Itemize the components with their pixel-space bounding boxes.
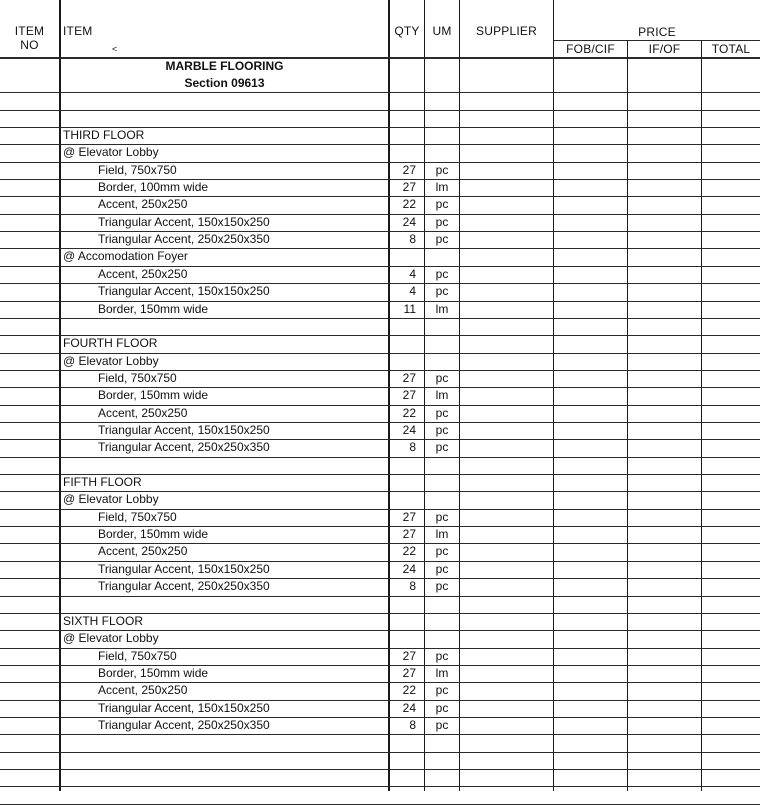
um-value: pc xyxy=(435,163,449,177)
item-description: Border, 150mm wide xyxy=(98,388,209,402)
floor-heading: THIRD FLOOR xyxy=(63,128,145,142)
item-description: Accent, 250x250 xyxy=(98,267,188,281)
item-description: Triangular Accent, 250x250x350 xyxy=(98,232,270,246)
um-value: lm xyxy=(435,302,449,316)
row-rule xyxy=(0,752,760,753)
item-description: Field, 750x750 xyxy=(98,649,177,663)
um-value: pc xyxy=(435,440,449,454)
um-value: pc xyxy=(435,649,449,663)
qty-value: 27 xyxy=(402,527,416,541)
um-value: pc xyxy=(435,197,449,211)
um-value: pc xyxy=(435,371,449,385)
um-value: lm xyxy=(435,388,449,402)
location-heading: @ Accomodation Foyer xyxy=(63,249,188,263)
location-heading: @ Elevator Lobby xyxy=(63,145,159,159)
column-rule xyxy=(701,40,702,791)
um-value: pc xyxy=(435,701,449,715)
item-description: Triangular Accent, 150x150x250 xyxy=(98,701,270,715)
column-rule xyxy=(459,0,460,791)
header-if-of: IF/OF xyxy=(648,42,681,56)
qty-value: 24 xyxy=(402,701,416,715)
header-item-mark: < xyxy=(112,44,118,54)
item-description: Field, 750x750 xyxy=(98,163,177,177)
qty-value: 27 xyxy=(402,649,416,663)
item-description: Triangular Accent, 250x250x350 xyxy=(98,579,270,593)
qty-value: 4 xyxy=(409,284,416,298)
row-rule xyxy=(0,318,760,319)
item-description: Triangular Accent, 250x250x350 xyxy=(98,440,270,454)
row-rule xyxy=(0,110,760,111)
row-rule xyxy=(0,769,760,770)
item-description: Field, 750x750 xyxy=(98,510,177,524)
qty-value: 22 xyxy=(402,544,416,558)
column-rule xyxy=(553,0,554,791)
header-um: UM xyxy=(432,24,452,38)
qty-value: 11 xyxy=(403,302,416,316)
um-value: pc xyxy=(435,562,449,576)
um-value: pc xyxy=(435,284,449,298)
qty-value: 24 xyxy=(402,562,416,576)
header-fob-cif: FOB/CIF xyxy=(566,42,615,56)
um-value: pc xyxy=(435,544,449,558)
header-qty: QTY xyxy=(394,24,420,38)
qty-value: 24 xyxy=(402,215,416,229)
qty-value: 8 xyxy=(409,579,416,593)
row-rule xyxy=(0,734,760,735)
column-rule xyxy=(627,40,628,791)
header-item-no-line2: NO xyxy=(20,38,39,52)
location-heading: @ Elevator Lobby xyxy=(63,492,159,506)
header-supplier: SUPPLIER xyxy=(476,24,537,38)
item-description: Accent, 250x250 xyxy=(98,406,188,420)
qty-value: 24 xyxy=(402,423,416,437)
header-price: PRICE xyxy=(638,25,676,39)
qty-value: 27 xyxy=(402,371,416,385)
item-description: Border, 150mm wide xyxy=(98,302,209,316)
um-value: pc xyxy=(435,215,449,229)
item-description: Border, 100mm wide xyxy=(98,180,209,194)
row-rule xyxy=(0,596,760,597)
floor-heading: FOURTH FLOOR xyxy=(63,336,158,350)
qty-value: 8 xyxy=(409,440,416,454)
item-description: Accent, 250x250 xyxy=(98,544,188,558)
item-description: Accent, 250x250 xyxy=(98,683,188,697)
item-description: Border, 150mm wide xyxy=(98,666,209,680)
item-description: Border, 150mm wide xyxy=(98,527,209,541)
qty-value: 27 xyxy=(402,510,416,524)
um-value: pc xyxy=(435,267,449,281)
um-value: pc xyxy=(435,683,449,697)
qty-value: 27 xyxy=(402,388,416,402)
um-value: pc xyxy=(435,579,449,593)
qty-value: 27 xyxy=(402,180,416,194)
header-item-no xyxy=(0,24,59,52)
um-value: pc xyxy=(435,423,449,437)
um-value: lm xyxy=(435,666,449,680)
qty-value: 22 xyxy=(402,197,416,211)
floor-heading: FIFTH FLOOR xyxy=(63,475,142,489)
row-rule xyxy=(0,92,760,93)
item-description: Triangular Accent, 150x150x250 xyxy=(98,215,270,229)
section-title: MARBLE FLOORING xyxy=(165,59,284,73)
item-description: Triangular Accent, 150x150x250 xyxy=(98,423,270,437)
column-rule xyxy=(59,0,61,791)
qty-value: 27 xyxy=(402,163,416,177)
um-value: lm xyxy=(435,527,449,541)
um-value: pc xyxy=(435,510,449,524)
location-heading: @ Elevator Lobby xyxy=(63,354,159,368)
section-number: Section 09613 xyxy=(184,76,265,90)
qty-value: 4 xyxy=(409,267,416,281)
um-value: pc xyxy=(435,232,449,246)
qty-value: 8 xyxy=(409,232,416,246)
location-heading: @ Elevator Lobby xyxy=(63,631,159,645)
header-rule xyxy=(553,40,760,41)
item-description: Triangular Accent, 150x150x250 xyxy=(98,284,270,298)
header-total: TOTAL xyxy=(711,42,751,56)
row-rule xyxy=(0,457,760,458)
um-value: pc xyxy=(435,406,449,420)
header-item-no-line1: ITEM xyxy=(14,24,45,38)
row-rule xyxy=(0,786,760,787)
um-value: pc xyxy=(435,718,449,732)
um-value: lm xyxy=(435,180,449,194)
header-item: ITEM xyxy=(63,24,93,38)
qty-value: 22 xyxy=(402,406,416,420)
item-description: Triangular Accent, 250x250x350 xyxy=(98,718,270,732)
floor-heading: SIXTH FLOOR xyxy=(63,614,144,628)
item-description: Field, 750x750 xyxy=(98,371,177,385)
qty-value: 27 xyxy=(402,666,416,680)
qty-value: 8 xyxy=(409,718,416,732)
item-description: Triangular Accent, 150x150x250 xyxy=(98,562,270,576)
qty-value: 22 xyxy=(402,683,416,697)
item-description: Accent, 250x250 xyxy=(98,197,188,211)
